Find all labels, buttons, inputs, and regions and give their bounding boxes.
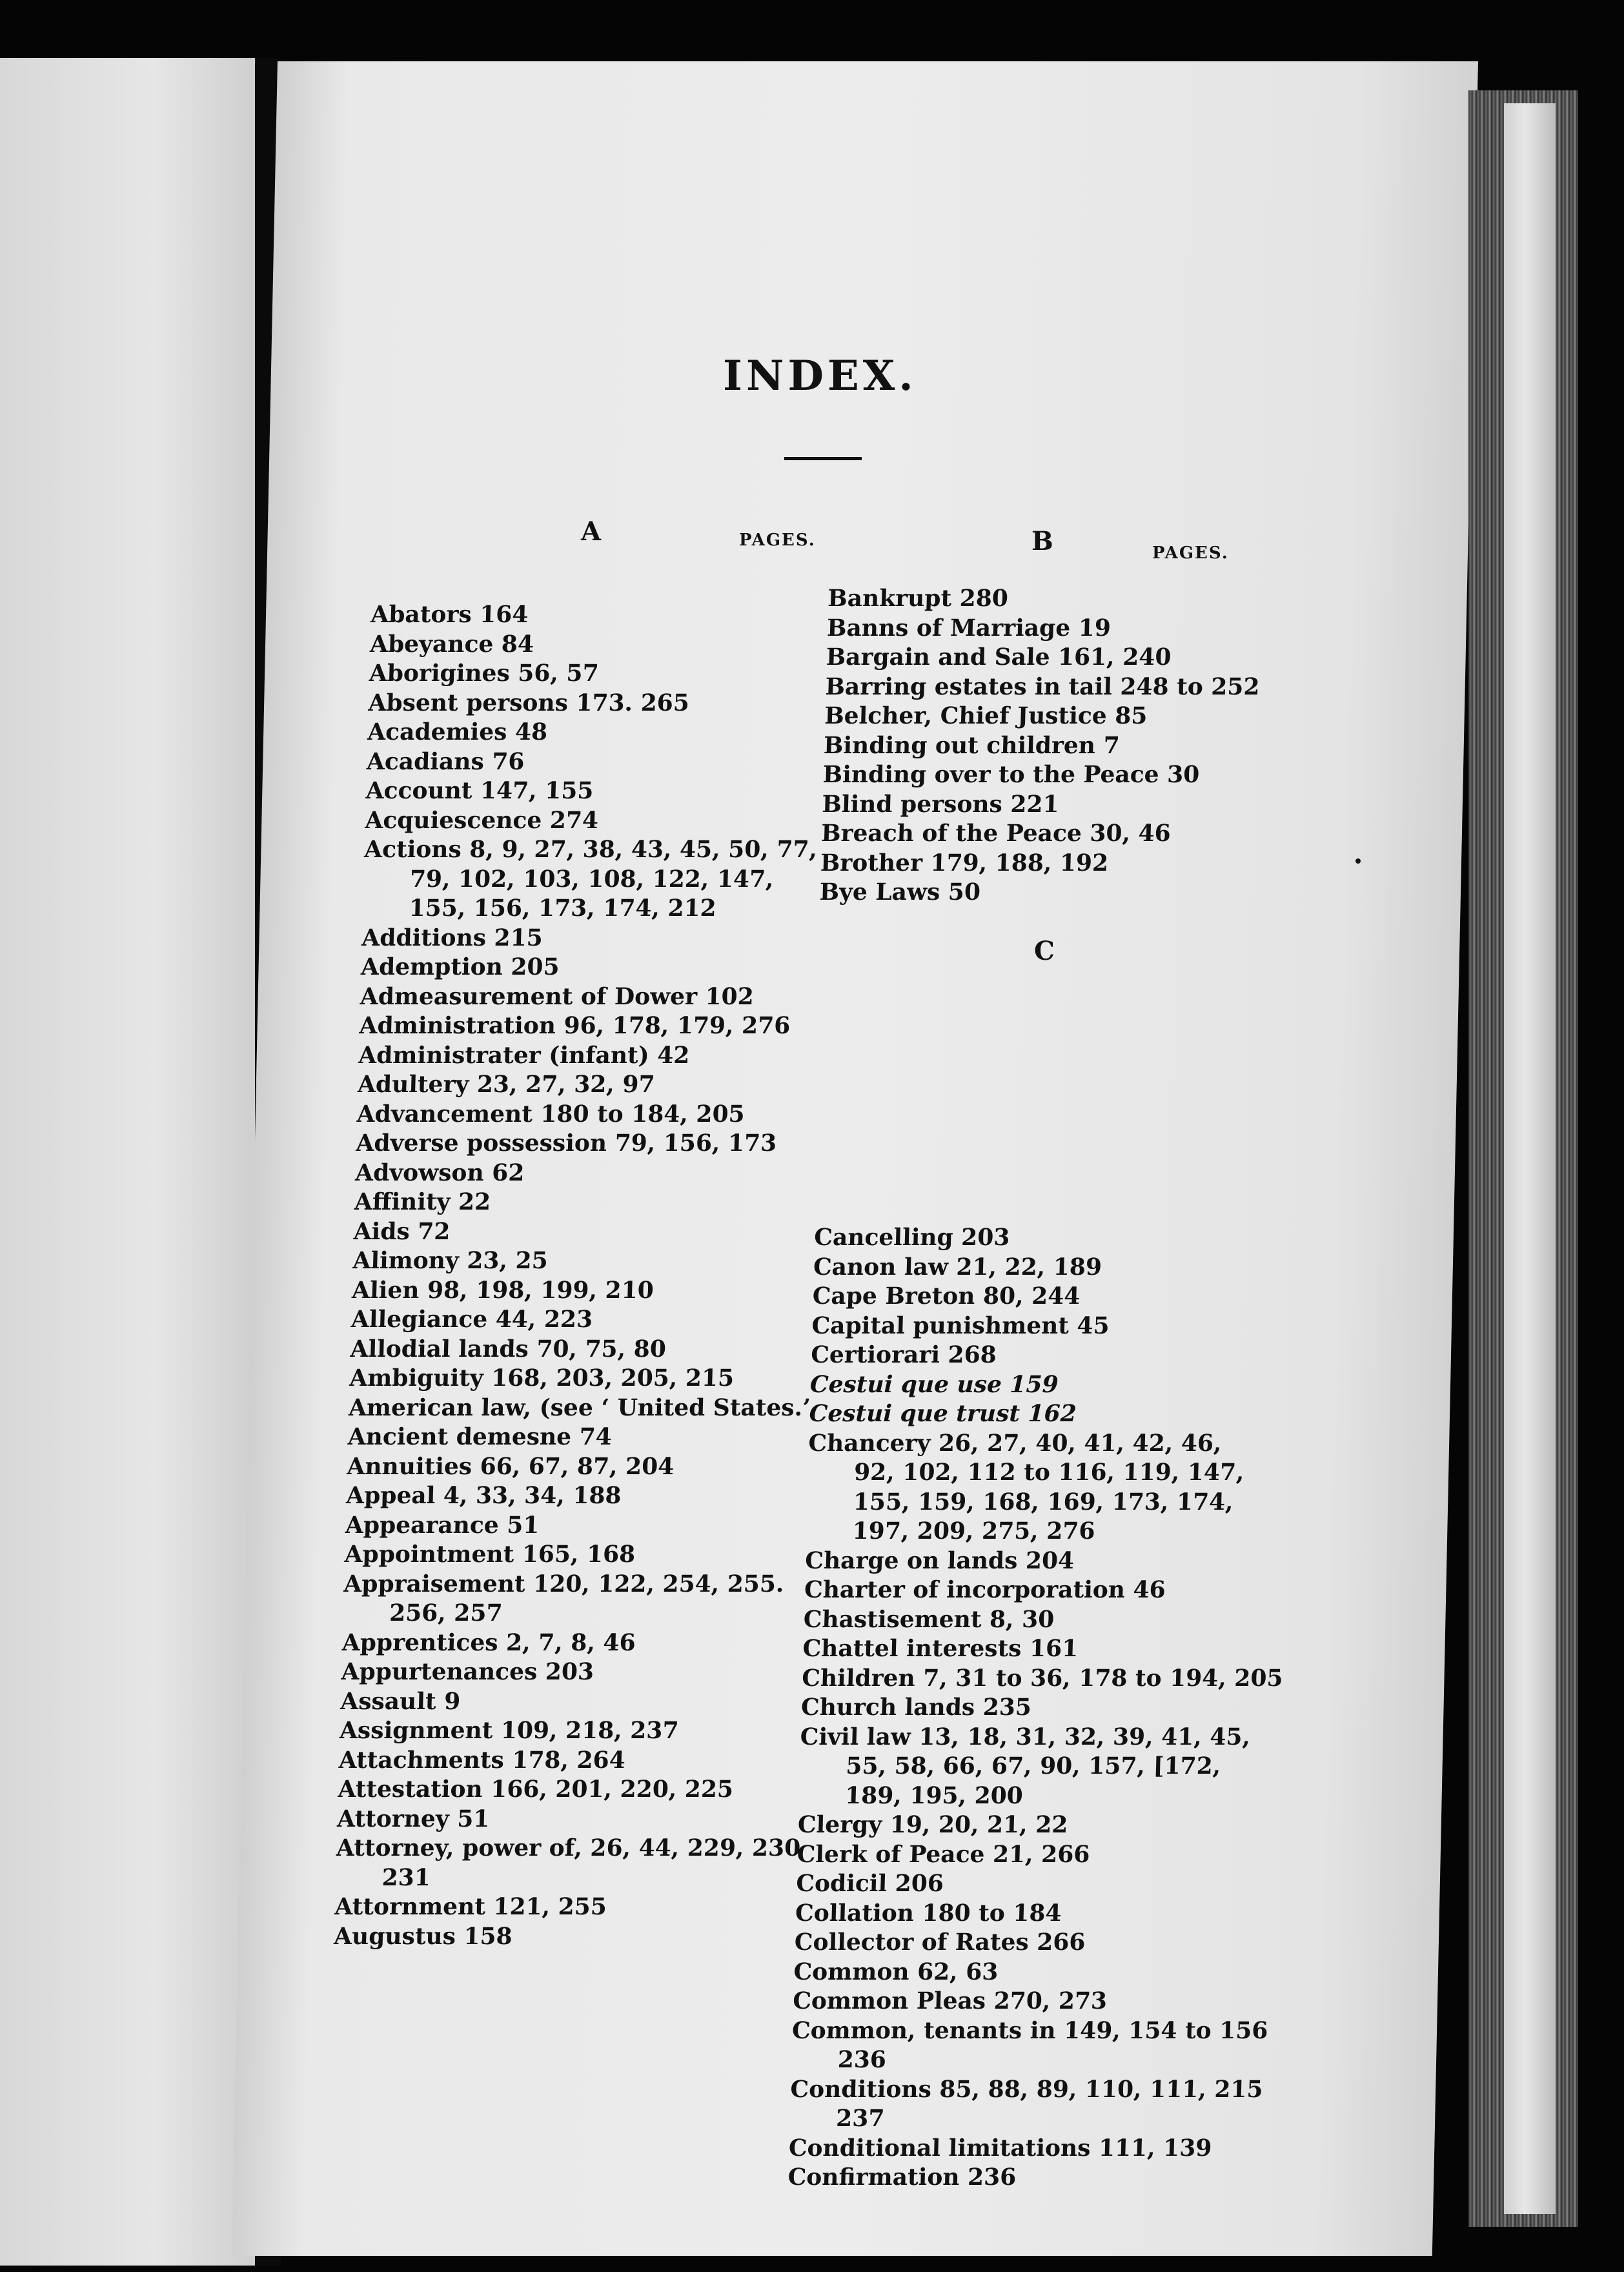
index-entry: Allodial lands 70, 75, 80 [350, 1335, 667, 1363]
index-entry: Additions 215 [361, 924, 543, 951]
index-entry: Abeyance 84 [369, 630, 534, 658]
index-entry: Blind persons 221 [821, 790, 1060, 818]
index-entry: Cancelling 203 [813, 1224, 1011, 1251]
index-entry: Banns of Marriage 19 [826, 614, 1111, 642]
index-entry: Administration 96, 178, 179, 276 [359, 1012, 791, 1039]
index-entry: Appraisement 120, 122, 254, 255. [343, 1570, 785, 1598]
index-entry: 79, 102, 103, 108, 122, 147, [409, 865, 775, 893]
index-entry: Acadians 76 [366, 747, 525, 775]
index-entry: Assault 9 [340, 1687, 461, 1715]
pages-label-a: PAGES. [739, 531, 816, 550]
index-entry: Chattel interests 161 [802, 1635, 1079, 1662]
index-entry: Breach of the Peace 30, 46 [820, 820, 1172, 847]
index-entry: Attornment 121, 255 [334, 1893, 607, 1920]
index-entry: Clerk of Peace 21, 266 [797, 1840, 1091, 1868]
index-entry: 256, 257 [389, 1599, 503, 1627]
index-entry: Chastisement 8, 30 [803, 1605, 1055, 1633]
index-entry: Binding over to the Peace 30 [822, 761, 1200, 788]
index-entry: Charter of incorporation 46 [804, 1576, 1166, 1603]
index-entry: Acquiescence 274 [364, 806, 599, 834]
index-entry: Attestation 166, 201, 220, 225 [337, 1776, 734, 1803]
index-entry: Ambiguity 168, 203, 205, 215 [349, 1364, 735, 1392]
index-entry: Absent persons 173. 265 [367, 689, 690, 716]
index-entry: Attorney, power of, 26, 44, 229, 230 [336, 1834, 801, 1861]
index-entry: Clergy 19, 20, 21, 22 [797, 1811, 1068, 1838]
index-entry: Belcher, Chief Justice 85 [824, 702, 1148, 729]
index-entry: Abators 164 [370, 601, 529, 628]
index-entry: Cestui que trust 162 [809, 1400, 1077, 1427]
index-entry: Aids 72 [353, 1217, 451, 1245]
index-entry: Allegiance 44, 223 [350, 1306, 593, 1333]
index-entry: 231 [381, 1863, 431, 1891]
index-entry: Affinity 22 [354, 1188, 491, 1215]
index-entry: Charge on lands 204 [804, 1547, 1075, 1574]
index-entry: Appointment 165, 168 [344, 1541, 636, 1568]
index-entry: 155, 156, 173, 174, 212 [409, 895, 717, 922]
index-column-b [819, 584, 1263, 908]
index-entry: 55, 58, 66, 67, 90, 157, [172, [845, 1752, 1221, 1780]
index-entry: Adverse possession 79, 156, 173 [355, 1130, 777, 1157]
index-entry: Actions 8, 9, 27, 38, 43, 45, 50, 77, [363, 836, 818, 863]
index-entry: Bye Laws 50 [819, 878, 981, 906]
index-entry: Annuities 66, 67, 87, 204 [346, 1452, 675, 1480]
index-entry: 236 [837, 2046, 887, 2073]
index-entry: Certiorari 268 [810, 1341, 997, 1368]
index-entry: Common Pleas 270, 273 [792, 1987, 1108, 2014]
index-entry: Codicil 206 [795, 1870, 944, 1897]
index-entry: Account 147, 155 [365, 777, 594, 804]
index-entry: Alien 98, 198, 199, 210 [351, 1276, 655, 1304]
index-entry: Conditional limitations 111, 139 [788, 2134, 1213, 2162]
index-entry: Academies 48 [367, 718, 548, 746]
index-entry: Church lands 235 [800, 1694, 1032, 1721]
index-entry: Appurtenances 203 [341, 1658, 594, 1685]
index-entry: 189, 195, 200 [844, 1781, 1024, 1809]
index-entry: Apprentices 2, 7, 8, 46 [341, 1628, 636, 1656]
index-entry: Ancient demesne 74 [347, 1423, 613, 1450]
index-entry: Collation 180 to 184 [795, 1899, 1062, 1927]
index-entry: Cestui que use 159 [809, 1370, 1059, 1398]
index-entry: Advowson 62 [354, 1159, 525, 1186]
index-entry: Collector of Rates 266 [794, 1929, 1086, 1956]
index-entry: Augustus 158 [333, 1922, 513, 1950]
index-entry: Conditions 85, 88, 89, 110, 111, 215 [789, 2075, 1264, 2103]
index-column-a [334, 600, 836, 1951]
index-entry: Common 62, 63 [793, 1958, 999, 1985]
index-entry: Barring estates in tail 248 to 252 [824, 673, 1261, 700]
index-entry: Alimony 23, 25 [352, 1247, 549, 1274]
index-entry: 92, 102, 112 to 116, 119, 147, [853, 1459, 1245, 1486]
index-entry: Confirmation 236 [787, 2164, 1017, 2191]
page-title: INDEX. [723, 352, 917, 400]
index-entry: Common, tenants in 149, 154 to 156 [791, 2016, 1269, 2044]
pages-label-b: PAGES. [1152, 543, 1229, 563]
index-entry: Civil law 13, 18, 31, 32, 39, 41, 45, [800, 1723, 1251, 1750]
index-entry: Binding out children 7 [823, 731, 1121, 759]
index-entry: Cape Breton 80, 244 [812, 1283, 1081, 1310]
index-entry: Brother 179, 188, 192 [820, 849, 1109, 877]
index-entry: American law, (see ‘ United States.’ [348, 1394, 811, 1421]
index-entry: Ademption 205 [360, 953, 560, 980]
index-entry: Appeal 4, 33, 34, 188 [345, 1482, 622, 1509]
index-entry: Canon law 21, 22, 189 [813, 1253, 1102, 1281]
title-rule [784, 457, 862, 460]
index-column-c [787, 1223, 1295, 2193]
index-entry: Admeasurement of Dower 102 [360, 982, 755, 1010]
index-entry: Administrater (infant) 42 [358, 1041, 691, 1069]
index-entry: 155, 159, 168, 169, 173, 174, [853, 1488, 1234, 1516]
index-entry: Advancement 180 to 184, 205 [356, 1100, 746, 1128]
section-letter-a: A [581, 516, 602, 547]
index-entry: Capital punishment 45 [811, 1312, 1110, 1339]
index-entry: Assignment 109, 218, 237 [339, 1717, 680, 1744]
index-entry: Aborigines 56, 57 [369, 660, 600, 687]
index-entry: Bargain and Sale 161, 240 [826, 644, 1172, 671]
index-entry: Bankrupt 280 [827, 585, 1009, 612]
index-entry: Attachments 178, 264 [338, 1746, 626, 1774]
index-entry: 237 [835, 2105, 886, 2132]
index-entry: Children 7, 31 to 36, 178 to 194, 205 [801, 1664, 1284, 1692]
index-entry: Chancery 26, 27, 40, 41, 42, 46, [807, 1429, 1223, 1457]
index-entry: 197, 209, 275, 276 [852, 1517, 1096, 1545]
index-entry: Appearance 51 [345, 1511, 540, 1539]
section-letter-b: B [1031, 526, 1053, 556]
section-letter-c: C [1034, 936, 1055, 966]
paper-speck [1355, 858, 1361, 864]
index-entry: Attorney 51 [336, 1805, 491, 1832]
index-entry: Adultery 23, 27, 32, 97 [357, 1071, 656, 1098]
